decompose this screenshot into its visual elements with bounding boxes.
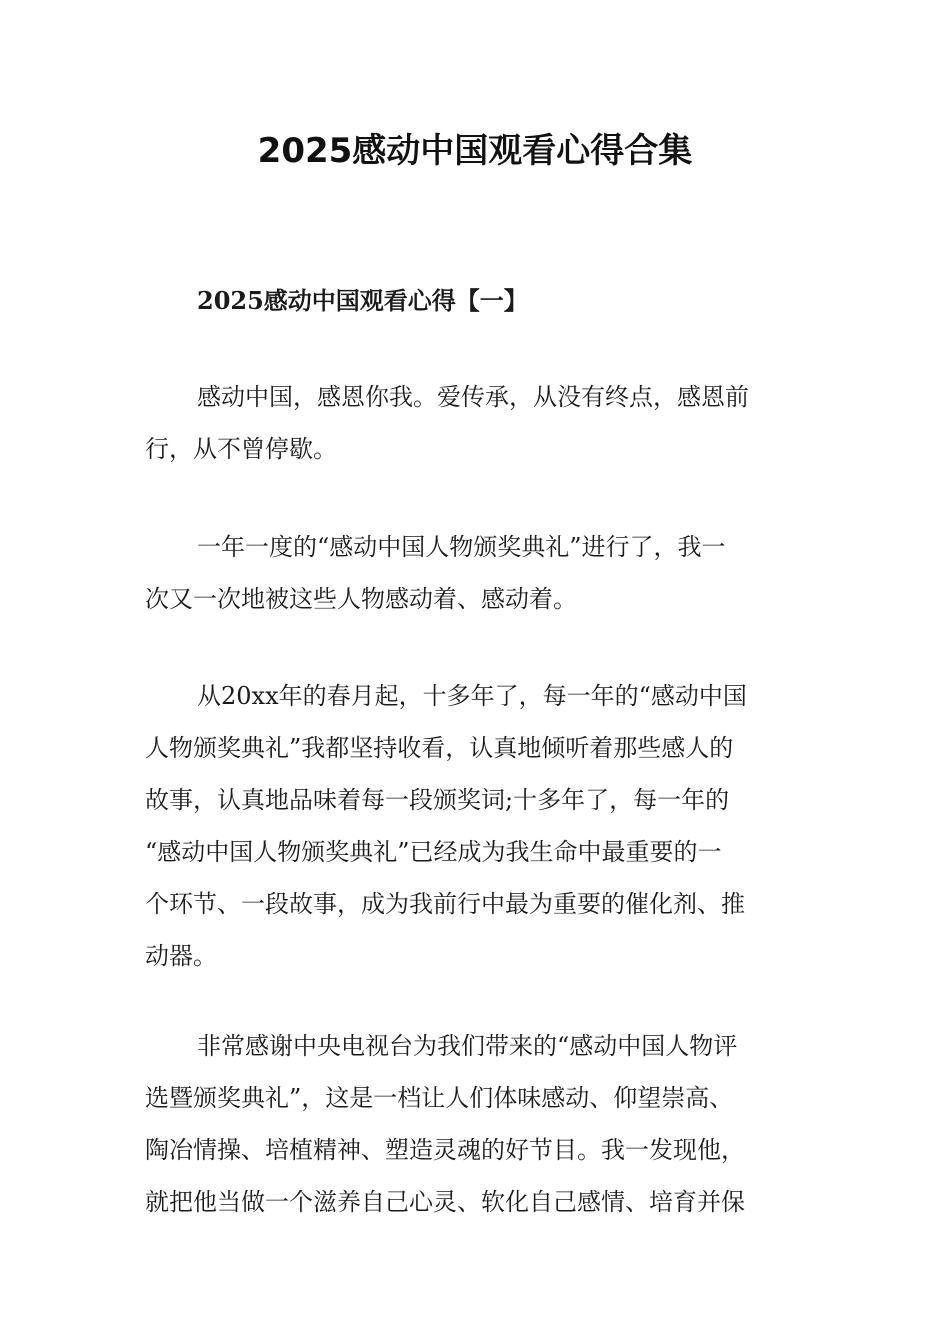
paragraph-line: 个环节、一段故事，成为我前行中最为重要的催化剂、推 bbox=[145, 890, 745, 918]
paragraph-line: 陶冶情操、培植精神、塑造灵魂的好节目。我一发现他， bbox=[145, 1136, 745, 1164]
paragraph-line: 从20xx年的春月起，十多年了，每一年的“感动中国 bbox=[197, 682, 747, 710]
paragraph-line: 一年一度的“感动中国人物颁奖典礼”进行了，我一 bbox=[197, 533, 726, 561]
paragraph-line: 就把他当做一个滋养自己心灵、软化自己感情、培育并保 bbox=[145, 1188, 745, 1216]
paragraph-line: 行，从不曾停歇。 bbox=[145, 435, 337, 463]
paragraph-3 bbox=[145, 670, 815, 982]
paragraph-line: 感动中国，感恩你我。爱传承，从没有终点，感恩前 bbox=[197, 383, 749, 411]
paragraph-4 bbox=[145, 1020, 815, 1228]
paragraph-line: 动器。 bbox=[145, 942, 217, 970]
paragraph-line: 故事，认真地品味着每一段颁奖词;十多年了，每一年的 bbox=[145, 786, 730, 814]
paragraph-line: “感动中国人物颁奖典礼”已经成为我生命中最重要的一 bbox=[145, 838, 722, 866]
paragraph-line: 非常感谢中央电视台为我们带来的“感动中国人物评 bbox=[197, 1032, 738, 1060]
paragraph-line: 次又一次地被这些人物感动着、感动着。 bbox=[145, 585, 577, 613]
paragraph-line: 人物颁奖典礼”我都坚持收看，认真地倾听着那些感人的 bbox=[145, 734, 734, 762]
paragraph-2 bbox=[145, 521, 815, 625]
paragraph-line: 选暨颁奖典礼”，这是一档让人们体味感动、仰望崇高、 bbox=[145, 1084, 734, 1112]
document-title: 2025感动中国观看心得合集 bbox=[257, 131, 693, 171]
paragraph-1 bbox=[145, 371, 815, 475]
section-heading: 2025感动中国观看心得【一】 bbox=[197, 286, 528, 315]
